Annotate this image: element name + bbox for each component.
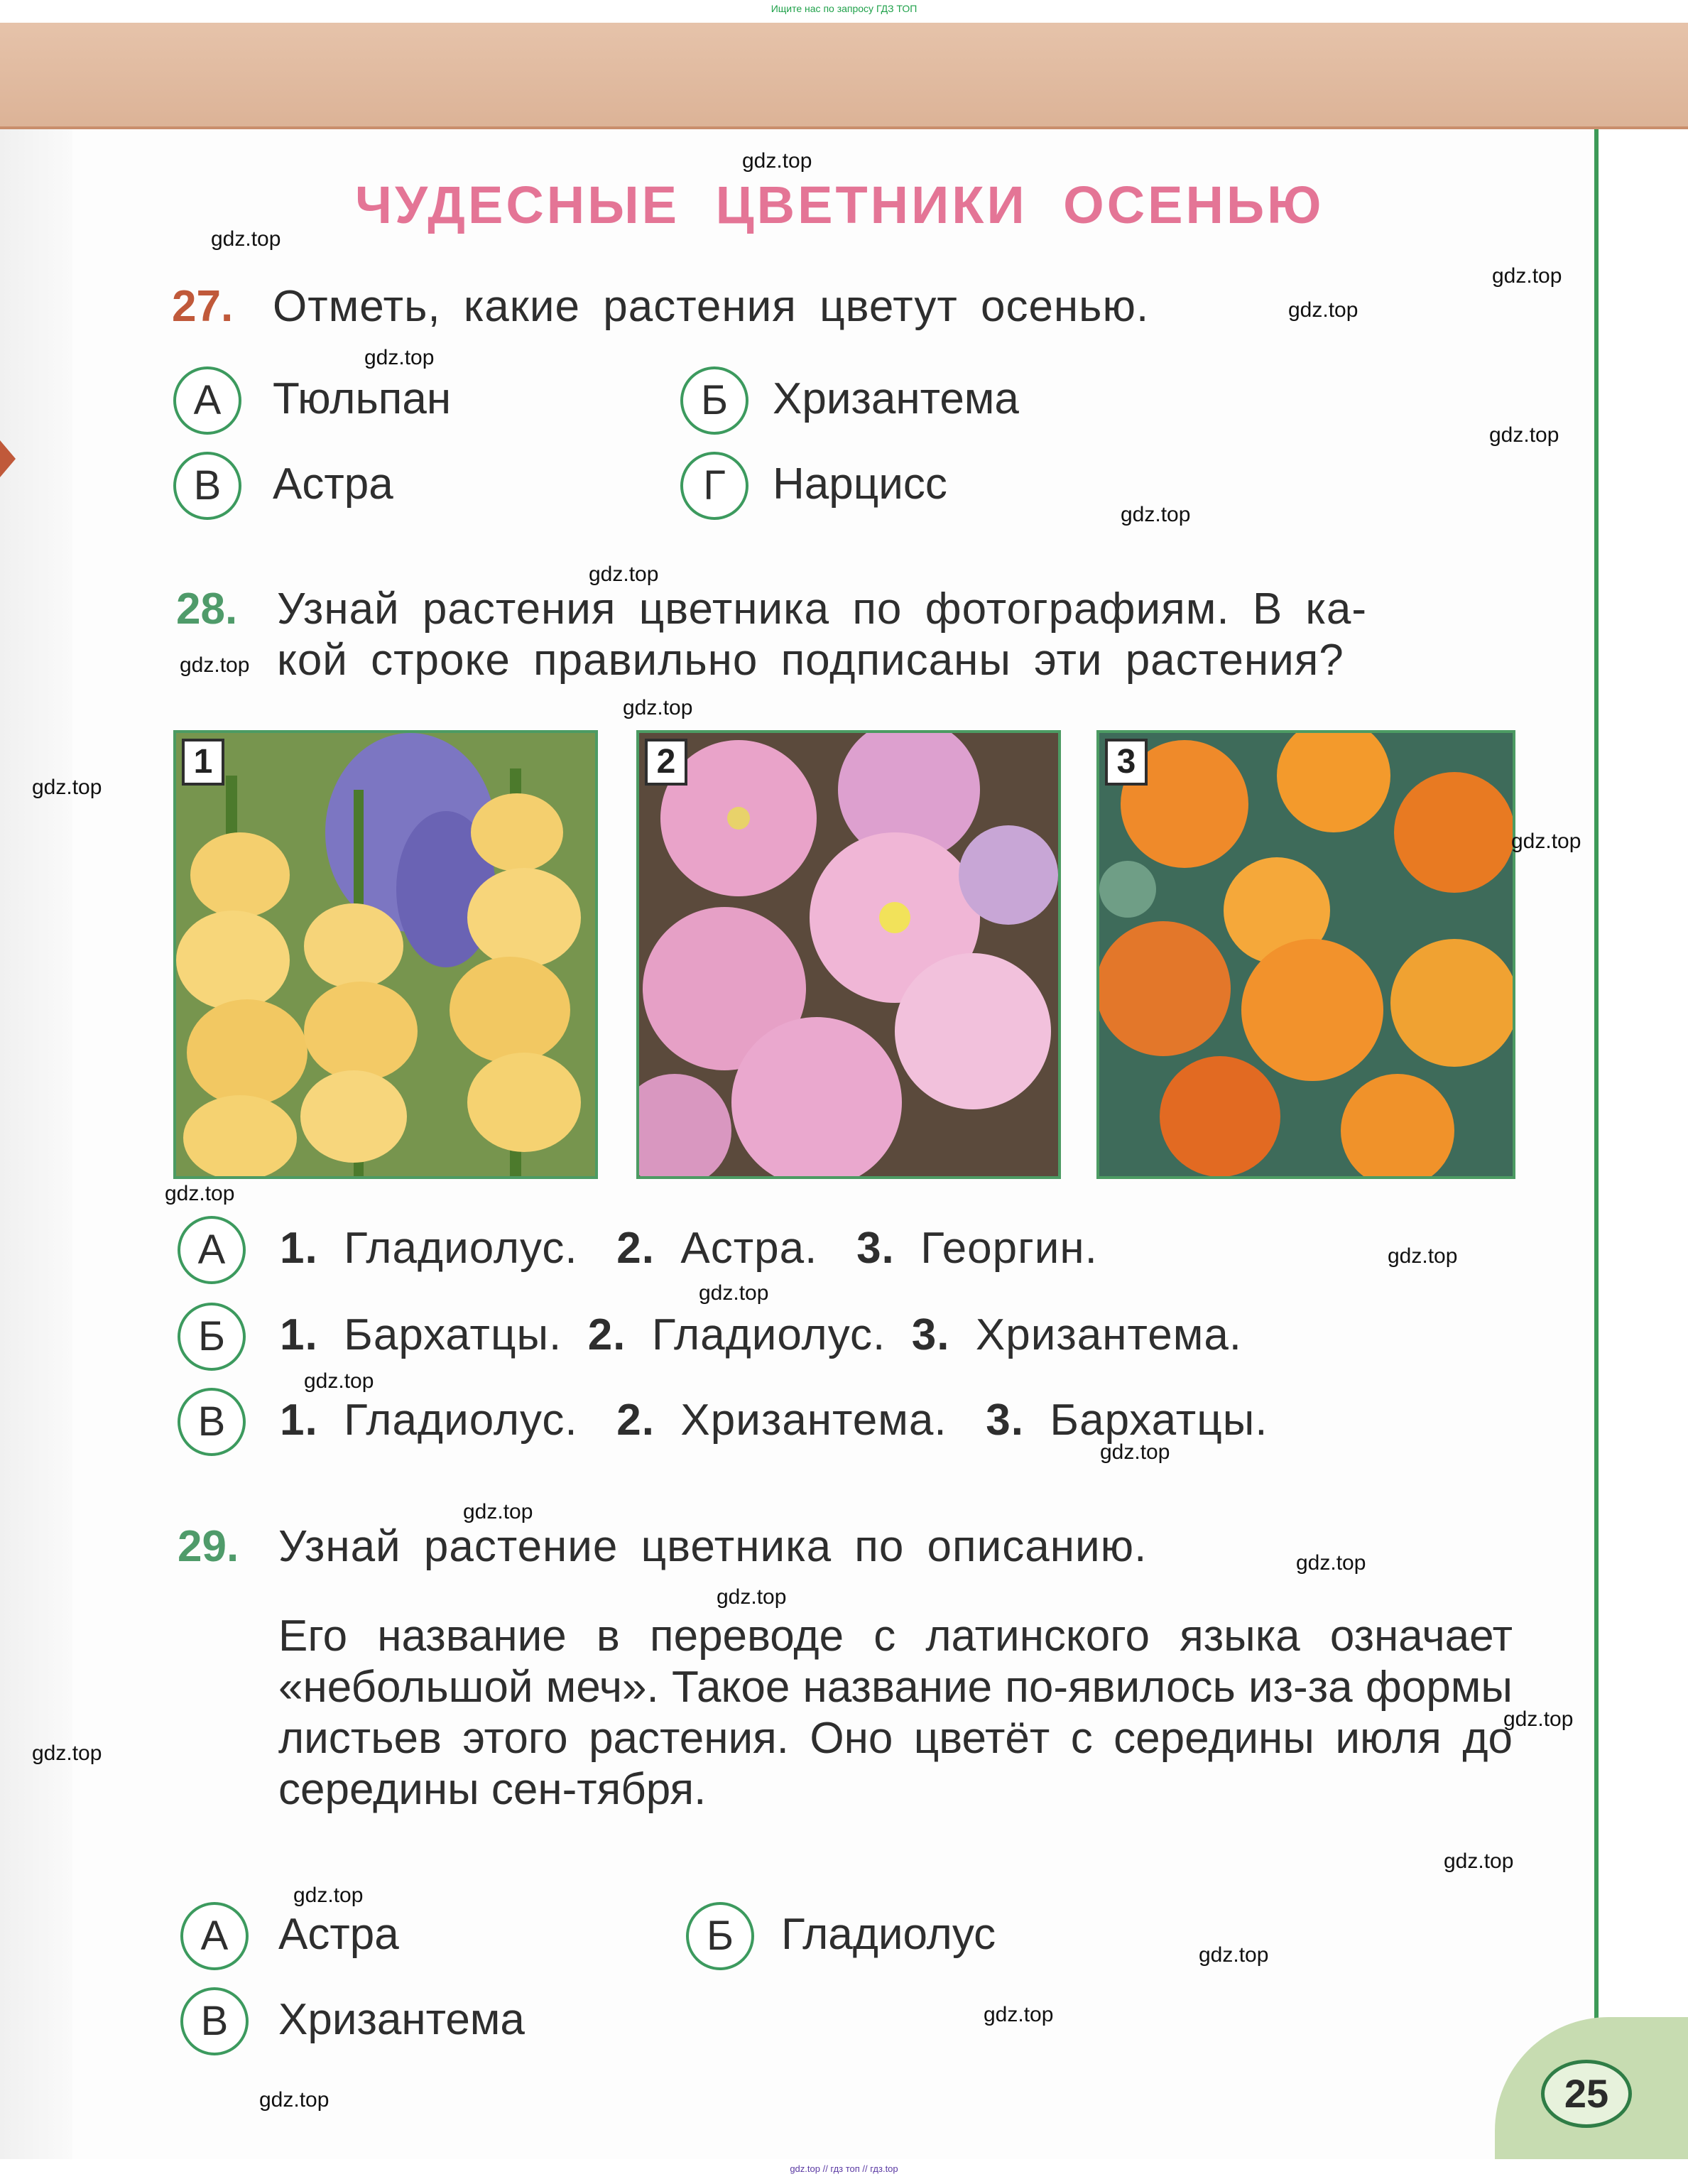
watermark: gdz.top [32,1742,102,1765]
watermark: gdz.top [463,1500,533,1523]
q28-option-a-text: 1. Гладиолус. 2. Астра. 3. Георгин. [280,1224,1098,1273]
gladiolus-photo-icon [176,733,595,1176]
q28-option-a-circle[interactable]: А [178,1216,246,1284]
watermark: gdz.top [364,346,435,369]
q28-text-line2: кой строке правильно подписаны эти растения? [277,636,1344,685]
q27-option-g-circle[interactable]: Г [680,452,748,520]
q29-option-a-label: Астра [278,1910,399,1959]
q29-option-b-label: Гладиолус [781,1910,996,1959]
q27-option-b-label: Хризантема [773,374,1019,423]
q27-option-b-circle[interactable]: Б [680,366,748,435]
watermark: gdz.top [293,1884,364,1907]
watermark: gdz.top [165,1182,235,1205]
marigold-photo-icon [1099,733,1513,1176]
photo-1-gladiolus [173,730,598,1179]
q28-option-b-text: 1. Бархатцы. 2. Гладиолус. 3. Хризантема. [280,1310,1243,1359]
watermark: gdz.top [32,776,102,799]
q27-number: 27. [172,282,234,331]
watermark: gdz.top [211,227,281,251]
q28-text-line1: Узнай растения цветника по фотографиям. В ка- [277,585,1368,634]
q27-text: Отметь, какие растения цветут осенью. [273,282,1150,331]
q29-option-b-circle[interactable]: Б [686,1902,754,1970]
watermark: gdz.top [1489,423,1559,447]
q27-option-v-circle[interactable]: В [173,452,241,520]
watermark: gdz.top [1100,1440,1170,1464]
watermark: gdz.top [717,1585,787,1609]
page-gutter [0,129,72,2159]
watermark: gdz.top [1503,1707,1574,1731]
page-number: 25 [1541,2060,1632,2128]
q28-option-b-circle[interactable]: Б [178,1303,246,1371]
watermark: gdz.top [699,1281,769,1305]
watermark: gdz.top [1121,503,1191,526]
watermark: gdz.top [1444,1849,1514,1873]
watermark: gdz.top [589,563,659,586]
q29-option-v-label: Хризантема [278,1995,525,2044]
photo-3-number: 3 [1105,739,1148,786]
watermark: gdz.top [1388,1244,1458,1268]
photo-3-marigold [1096,730,1515,1179]
watermark: gdz.top [180,653,250,677]
photo-2-aster [636,730,1061,1179]
watermark: gdz.top [304,1369,374,1393]
watermark: gdz.top [1288,298,1358,322]
q27-option-g-label: Нарцисс [773,460,947,509]
photo-1-number: 1 [182,739,224,786]
q28-option-v-text: 1. Гладиолус. 2. Хризантема. 3. Бархатцы. [280,1396,1268,1445]
photo-2-number: 2 [645,739,687,786]
watermark: gdz.top [984,2003,1054,2026]
top-note: Ищите нас по запросу ГДЗ ТОП [771,3,917,14]
watermark: gdz.top [1492,264,1562,288]
page-edge-marker [0,440,16,477]
watermark: gdz.top [1296,1551,1366,1575]
watermark: gdz.top [1511,830,1581,853]
page-title: ЧУДЕСНЫЕ ЦВЕТНИКИ ОСЕНЬЮ [355,175,1324,234]
header-band [0,23,1688,129]
q27-option-a-circle[interactable]: А [173,366,241,435]
bottom-note: gdz.top // гдз топ // гдз.top [790,2163,898,2174]
q27-option-v-label: Астра [273,460,393,509]
watermark: gdz.top [259,2088,330,2112]
margin-line [1594,129,1599,2026]
q29-text: Узнай растение цветника по описанию. [278,1522,1148,1571]
aster-photo-icon [639,733,1058,1176]
watermark: gdz.top [742,149,812,173]
q29-option-a-circle[interactable]: А [180,1902,249,1970]
q29-description: Его название в переводе с латинского языка означает «небольшой меч». Такое название по-явилось из-за формы листьев этого растения. Оно цветёт с середины июля до середины сен-тября. [278,1612,1513,1814]
watermark: gdz.top [1199,1943,1269,1967]
q28-number: 28. [176,585,238,634]
q27-option-a-label: Тюльпан [273,374,452,423]
watermark: gdz.top [623,696,693,719]
q29-number: 29. [178,1522,239,1571]
q28-option-v-circle[interactable]: В [178,1388,246,1456]
q29-option-v-circle[interactable]: В [180,1987,249,2055]
